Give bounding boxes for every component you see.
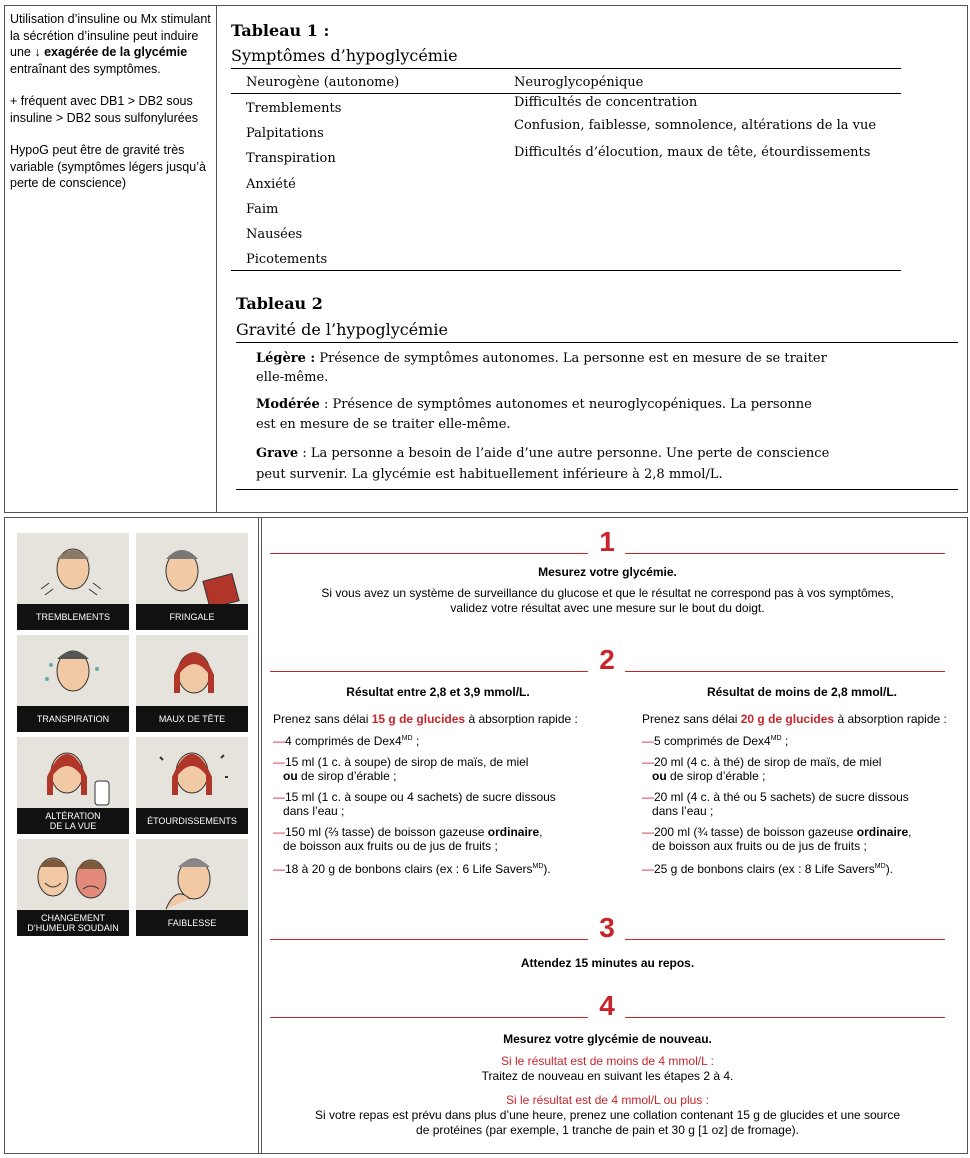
item-text: ,	[908, 824, 912, 839]
item-bold: ordinaire	[856, 824, 909, 839]
list-item: —25 g de bonbons clairs (ex : 8 Life Savers$^{MD}$).	[642, 861, 894, 876]
list-item: —5 comprimés de $Dex4^{MD}$ ;	[642, 734, 789, 748]
neuro-symptom: Picotements	[246, 252, 328, 267]
table2-title: Tableau 2	[236, 294, 323, 313]
item-text: ,	[539, 824, 543, 839]
item-text: dans l’eau ;	[283, 804, 345, 818]
panel-weakness	[136, 839, 248, 936]
item-text: dans l’eau ;	[652, 804, 714, 818]
step-4-action-2-line1: Si votre repas est prévu dans plus d’une heure, prenez une collation contenant 15 g de glucides et une source	[314, 1108, 901, 1122]
item-bold: ordinaire	[487, 824, 540, 839]
trademark: MD	[770, 735, 782, 742]
step-3-header	[270, 913, 945, 943]
item-text: 18 à 20 g de bonbons clairs (ex : 6 Life Savers	[285, 861, 533, 876]
notes-cell	[5, 6, 217, 512]
neuro-symptom: Nausées	[246, 227, 303, 242]
item-text: ).	[885, 861, 894, 876]
panel-trembling	[17, 533, 129, 630]
list-item: —18 à 20 g de bonbons clairs (ex : 6 Life Savers$^{MD}$).	[273, 861, 551, 876]
note-3: HypoG peut être de gravité très variable (symptômes légers jusqu’à perte de conscience)	[10, 143, 206, 190]
intro-amount: 20 g de glucides	[740, 711, 835, 726]
neuroglyco-symptom: Difficultés d’élocution, maux de tête, étourdissements	[514, 145, 871, 160]
trademark: MD	[532, 862, 544, 870]
step-number: 4	[599, 990, 615, 1021]
list-item: —4 comprimés de $Dex4^{MD}$ ;	[273, 734, 420, 748]
top-table	[4, 5, 968, 513]
item-bold: ou	[652, 769, 667, 783]
item-text: 200 ml (¾ tasse) de boisson gazeuse	[654, 824, 857, 839]
step-1-text-line1: Si vous avez un système de surveillance du glucose et que le résultat ne correspond pas à vos symptômes,	[321, 586, 894, 600]
panel-mood-change	[17, 839, 129, 936]
step-4-action-2-line2: de protéines (par exemple, 1 tranche de pain et 30 g [1 oz] de fromage).	[416, 1123, 799, 1137]
table1-top-rule	[231, 68, 901, 69]
item-text: de boisson aux fruits ou de jus de fruits ;	[283, 839, 498, 853]
severity-term: Modérée	[256, 397, 320, 412]
item-text: de boisson aux fruits ou de jus de fruits ;	[652, 839, 867, 853]
step-3-text: Attendez 15 minutes au repos.	[520, 956, 695, 970]
item-text: de sirop d’érable ;	[297, 769, 397, 783]
item-text: 25 g de bonbons clairs (ex : 8 Life Savers	[654, 861, 875, 876]
panel-label	[17, 808, 129, 834]
severity-desc: est en mesure de se traiter elle-même.	[256, 417, 511, 432]
item-text: ;	[412, 734, 420, 748]
table2-bottom-rule	[236, 489, 958, 490]
table2-top-rule	[236, 342, 958, 343]
panel-label: ÉTOURDISSEMENTS	[136, 808, 248, 834]
neuro-symptom: Palpitations	[246, 126, 324, 141]
neuroglyco-symptom: Difficultés de concentration	[514, 95, 698, 110]
neuro-symptom: Tremblements	[246, 101, 342, 116]
step-1-title: Mesurez votre glycémie.	[538, 565, 677, 579]
neuro-symptom: Anxiété	[246, 177, 296, 192]
list-item: —15 ml (1 c. à soupe) de sirop de maïs, de miel ou de sirop d’érable ;	[273, 754, 529, 783]
table1-subtitle: Symptômes d’hypoglycémie	[231, 46, 458, 65]
left-column-title: Résultat entre 2,8 et 3,9 mmol/L.	[346, 685, 530, 699]
step-4-header	[270, 991, 945, 1021]
severity-desc: elle-même.	[256, 370, 329, 385]
step-4-condition-1: Si le résultat est de moins de 4 mmol/L :	[501, 1054, 714, 1068]
list-item: —20 ml (4 c. à thé ou 5 sachets) de sucre dissous dans l’eau ;	[642, 789, 909, 818]
item-text: 20 ml (4 c. à thé) de sirop de maïs, de miel	[654, 754, 882, 769]
step-1-text-line2: validez votre résultat avec une mesure sur le bout du doigt.	[450, 601, 765, 615]
intro-text: Prenez sans délai	[273, 711, 372, 726]
intro-text: à absorption rapide :	[465, 711, 578, 726]
item-text: ).	[543, 861, 551, 876]
note-1-end: entraînant des symptômes.	[10, 61, 161, 76]
step-rule-right	[625, 671, 945, 672]
list-item: —150 ml (⅔ tasse) de boisson gazeuse ordinaire, de boisson aux fruits ou de jus de fruits ;	[273, 824, 543, 853]
step-rule-left	[270, 1017, 588, 1018]
severity-desc: Présence de symptômes autonomes. La personne est en mesure de se traiter	[315, 351, 827, 366]
step-rule-left	[270, 939, 588, 940]
item-text: 4 comprimés de Dex4	[285, 734, 402, 748]
note-2: + fréquent avec DB1 > DB2 sous insuline > DB2 sous sulfonylurées	[10, 94, 198, 125]
panel-blurred-vision	[17, 737, 129, 834]
severity-mild	[256, 349, 916, 387]
panel-label	[17, 910, 129, 936]
severity-moderate	[256, 395, 916, 435]
panel-dizziness	[136, 737, 248, 834]
step-number: 2	[599, 644, 615, 675]
list-item: —200 ml (¾ tasse) de boisson gazeuse ordinaire, de boisson aux fruits ou de jus de fruits ;	[642, 824, 912, 853]
trademark: MD	[401, 735, 413, 742]
neuroglyco-symptom: Confusion, faiblesse, somnolence, altérations de la vue	[514, 118, 877, 133]
panel-label: FAIBLESSE	[136, 910, 248, 936]
right-intro	[642, 712, 962, 727]
note-1	[10, 11, 216, 77]
table1-col1-header: Neurogène (autonome)	[246, 75, 400, 90]
panel-label: TRANSPIRATION	[17, 706, 129, 732]
panel-label-text: CHANGEMENT D’HUMEUR SOUDAIN	[27, 913, 119, 933]
step-rule-right	[625, 1017, 945, 1018]
item-text: de sirop d’érable ;	[666, 769, 766, 783]
item-bold: ou	[283, 769, 298, 783]
table1-title: Tableau 1 :	[231, 21, 330, 40]
intro-text: Prenez sans délai	[642, 711, 741, 726]
severity-desc: : Présence de symptômes autonomes et neuroglycopéniques. La personne	[319, 397, 812, 412]
trademark: MD	[874, 862, 886, 870]
panel-sweating	[17, 635, 129, 732]
right-column-title: Résultat de moins de 2,8 mmol/L.	[706, 685, 898, 699]
step-2-left-column	[273, 685, 603, 882]
severity-term: Grave	[256, 446, 299, 461]
step-1-header	[270, 527, 945, 557]
severity-severe	[256, 443, 936, 485]
item-text: 15 ml (1 c. à soupe ou 4 sachets) de sucre dissous	[285, 789, 556, 804]
note-1-text: Utilisation d’insuline ou Mx stimulant la sécrétion d’insuline peut induire une ↓	[10, 12, 211, 59]
step-2-right-column	[642, 685, 962, 882]
step-number: 1	[599, 526, 615, 557]
table1-col2-header: Neuroglycopénique	[514, 75, 644, 90]
neuro-symptom: Faim	[246, 202, 279, 217]
table1-bottom-rule	[231, 270, 901, 271]
step-rule-right	[625, 553, 945, 554]
item-text: 5 comprimés de Dex4	[654, 734, 771, 748]
step-4-action-1: Traitez de nouveau en suivant les étapes 2 à 4.	[481, 1069, 734, 1083]
tables-cell	[218, 6, 967, 512]
note-1-bold: exagérée de la glycémie	[44, 45, 188, 59]
panel-hunger	[136, 533, 248, 630]
intro-amount: 15 g de glucides	[371, 711, 466, 726]
step-2-header	[270, 645, 945, 675]
panel-headache	[136, 635, 248, 732]
table1-header-rule	[231, 93, 901, 94]
severity-desc: : La personne a besoin de l’aide d’une autre personne. Une perte de conscience	[298, 446, 830, 461]
item-text: 150 ml (⅔ tasse) de boisson gazeuse	[285, 824, 488, 839]
step-number: 3	[599, 912, 615, 943]
list-item: —20 ml (4 c. à thé) de sirop de maïs, de miel ou de sirop d’érable ;	[642, 754, 882, 783]
step-rule-right	[625, 939, 945, 940]
intro-text: à absorption rapide :	[834, 711, 947, 726]
neuro-symptom: Transpiration	[246, 151, 336, 166]
step-4-title: Mesurez votre glycémie de nouveau.	[503, 1032, 712, 1046]
table2-subtitle: Gravité de l’hypoglycémie	[236, 320, 448, 339]
step-rule-left	[270, 671, 588, 672]
severity-desc: peut survenir. La glycémie est habituellement inférieure à 2,8 mmol/L.	[256, 467, 723, 482]
item-text: ;	[781, 734, 789, 748]
panel-label: TREMBLEMENTS	[17, 604, 129, 630]
severity-term: Légère :	[256, 351, 316, 366]
panel-label: MAUX DE TÊTE	[136, 706, 248, 732]
panel-label-text: ALTÉRATION DE LA VUE	[45, 811, 101, 831]
panel-label: FRINGALE	[136, 604, 248, 630]
column-divider	[258, 518, 262, 1153]
step-rule-left	[270, 553, 588, 554]
step-4-condition-2: Si le résultat est de 4 mmol/L ou plus :	[506, 1093, 709, 1107]
left-intro	[273, 712, 603, 727]
item-text: 15 ml (1 c. à soupe) de sirop de maïs, de miel	[285, 754, 529, 769]
list-item: —15 ml (1 c. à soupe ou 4 sachets) de sucre dissous dans l’eau ;	[273, 789, 556, 818]
item-text: 20 ml (4 c. à thé ou 5 sachets) de sucre dissous	[654, 789, 909, 804]
